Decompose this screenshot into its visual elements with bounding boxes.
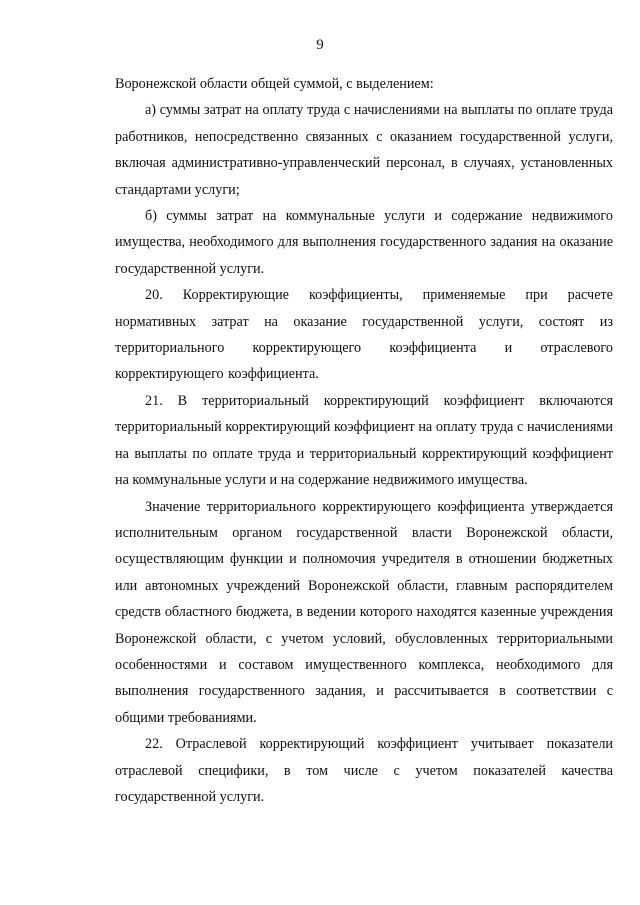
paragraph-item-b: б) суммы затрат на коммунальные услуги и содержание недвижимого имущества, необходимого для выполнения государственного задания на оказание государственной услуги. [115, 208, 613, 277]
paragraph-clause-22: 22. Отраслевой корректирующий коэффициент учитывает показатели отраслевой специфики, в том числе с учетом показателей качества государственной услуги. [115, 736, 613, 805]
paragraph-intro: Воронежской области общей суммой, с выделением: [115, 76, 434, 92]
document-body [115, 71, 613, 810]
paragraph-item-a: а) суммы затрат на оплату труда с начислениями на выплаты по оплате труда работников, непосредственно связанных с оказанием государственной услуги, включая административно-управленческий персонал, в случаях, установленных стандартами услуги; [115, 102, 613, 198]
page-number: 9 [316, 37, 324, 53]
paragraph-clause-20: 20. Корректирующие коэффициенты, применяемые при расчете нормативных затрат на оказание государственной услуги, состоят из территориального корректирующего коэффициента и отраслевого корректирующего коэффициента. [115, 287, 613, 383]
paragraph-clause-21: 21. В территориальный корректирующий коэффициент включаются территориальный корректирующий коэффициент на оплату труда с начислениями на выплаты по оплате труда и территориальный корректирующий коэффициент на коммунальные услуги и на содержание недвижимого имущества. [115, 392, 613, 489]
paragraph-coefficient-value: Значение территориального корректирующего коэффициента утверждается исполнительным органом государственной власти Воронежской области, осуществляющим функции и полномочия учредителя в отношении бюджетных или автономных учреждений Воронежской области, главным распорядителем средств областного бюджета, в ведении которого находятся казенные учреждения Воронежской области, с учетом условий, обусловленных территориальными особенностями и составом имущественного комплекса, необходимого для выполнения государственного задания, и рассчитывается в соответствии с общими требованиями. [115, 498, 613, 726]
